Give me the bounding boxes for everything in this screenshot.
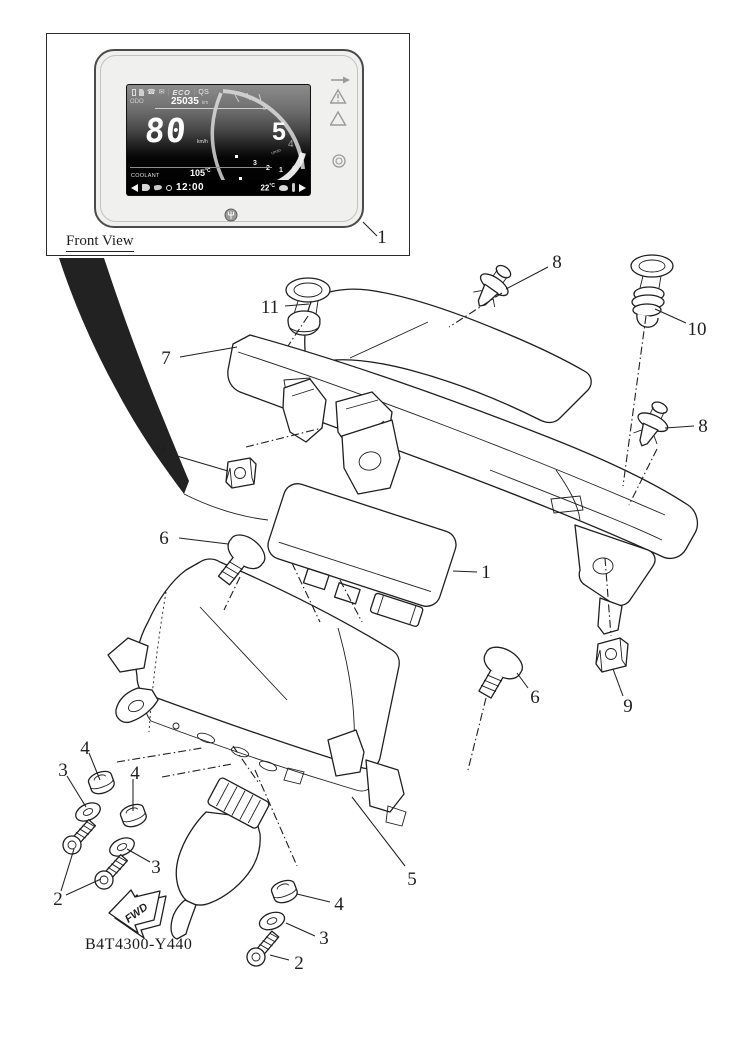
coolant-label: COOLANT bbox=[131, 173, 160, 179]
clip-nut-9-right bbox=[596, 638, 628, 672]
callout-11: 11 bbox=[260, 297, 280, 318]
callout-4-b: 4 bbox=[130, 763, 140, 784]
callout-1-inset: 1 bbox=[377, 227, 387, 248]
tach-number: 9 bbox=[263, 106, 267, 112]
temp-number: 22 bbox=[260, 183, 270, 193]
callout-3-a: 3 bbox=[58, 760, 68, 781]
callout-9-left: 9 bbox=[156, 439, 166, 460]
cover-bracket-part bbox=[108, 559, 406, 826]
screw-2-c bbox=[243, 928, 282, 969]
status-separator: | bbox=[193, 89, 196, 96]
callout-1-main: 1 bbox=[481, 562, 491, 583]
tach-number: 1 bbox=[279, 167, 283, 174]
gear-next: 4 bbox=[288, 139, 294, 150]
odo-unit: km bbox=[201, 100, 209, 106]
callout-7: 7 bbox=[161, 348, 171, 369]
callout-6-right: 6 bbox=[530, 687, 540, 708]
callout-2-ab: 2 bbox=[53, 889, 63, 910]
push-clip-8-top bbox=[466, 258, 519, 315]
fwd-label: FWD bbox=[122, 901, 151, 926]
phone-icon: ☎ bbox=[147, 89, 156, 96]
callout-3-c: 3 bbox=[319, 928, 329, 949]
clip-nut-9-left bbox=[226, 458, 256, 488]
tach-number: 2 bbox=[266, 165, 270, 172]
push-clip-8-right bbox=[627, 396, 676, 452]
tach-number: 3 bbox=[253, 160, 257, 167]
callout-4-a: 4 bbox=[80, 738, 90, 759]
callout-9-right: 9 bbox=[623, 696, 633, 717]
tach-number: 0 bbox=[292, 166, 296, 173]
coolant-unit: °C bbox=[205, 168, 211, 174]
grommet-4-a bbox=[87, 769, 117, 797]
grommet-collar-10 bbox=[631, 255, 673, 327]
speed-unit: km/h bbox=[197, 139, 208, 145]
callout-3-b: 3 bbox=[151, 857, 161, 878]
qs-indicator: QS bbox=[198, 89, 210, 96]
callout-8-top: 8 bbox=[552, 252, 562, 273]
screw-6-right bbox=[468, 641, 528, 704]
odo-number: 25035 bbox=[171, 96, 199, 107]
part-code: B4T4300-Y440 bbox=[85, 936, 193, 953]
coolant-number: 105 bbox=[190, 168, 206, 178]
temp-unit: °C bbox=[269, 182, 275, 189]
screw-2-b bbox=[91, 852, 130, 893]
gear-indicator: 5 bbox=[272, 118, 286, 146]
screw-2-a bbox=[59, 817, 98, 858]
callout-4-c: 4 bbox=[334, 894, 344, 915]
callout-2-c: 2 bbox=[294, 953, 304, 974]
callout-5: 5 bbox=[407, 869, 417, 890]
speed-value: 80 bbox=[143, 111, 189, 150]
wire-connector bbox=[171, 777, 270, 939]
eco-indicator: ECO bbox=[172, 88, 191, 97]
callout-6-left: 6 bbox=[159, 528, 169, 549]
clock-time: 12:00 bbox=[176, 182, 205, 193]
washer-3-c bbox=[257, 909, 287, 933]
callout-10: 10 bbox=[687, 319, 707, 340]
fwd-arrow bbox=[109, 890, 166, 938]
status-separator: | bbox=[167, 89, 170, 96]
front-view-label: Front View bbox=[66, 233, 134, 252]
callout-8-right: 8 bbox=[698, 416, 708, 437]
odo-label: ODO bbox=[130, 99, 144, 105]
grommet-4-c bbox=[270, 878, 300, 906]
message-icon: ✉ bbox=[158, 89, 165, 96]
tach-unit: r/min bbox=[270, 147, 282, 156]
